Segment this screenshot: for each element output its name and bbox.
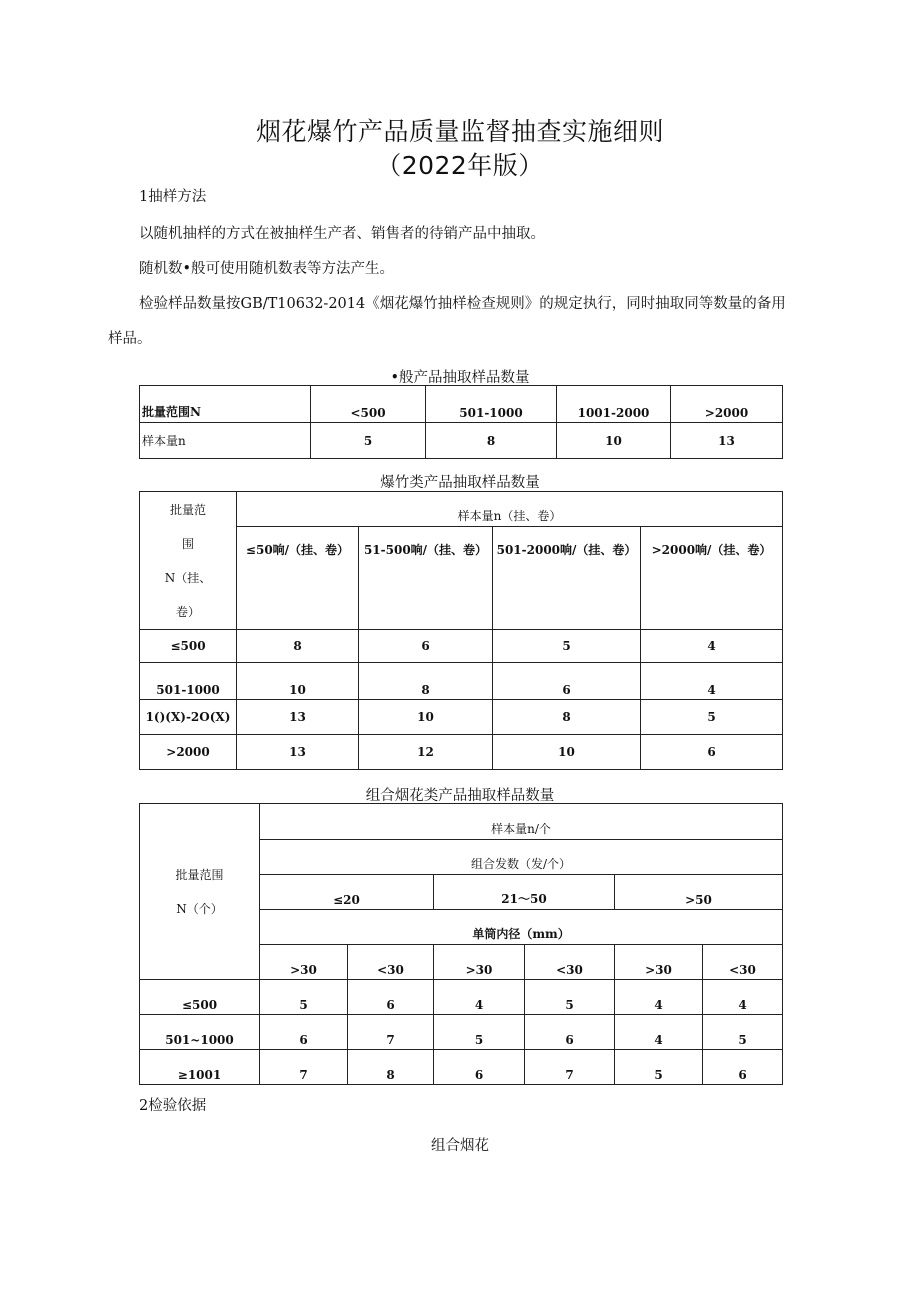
table2-caption: 爆竹类产品抽取样品数量 [380, 475, 540, 491]
doc-title: 烟花爆竹产品质量监督抽查实施细则 [255, 117, 664, 146]
table2-row-label: 1()(X)-2O(X) [140, 700, 237, 735]
table3-cell: 6 [348, 980, 434, 1015]
table1-cell: 5 [311, 423, 426, 459]
table3-caption: 组合烟花类产品抽取样品数量 [365, 788, 555, 804]
table3-cell: 7 [260, 1050, 348, 1085]
table2-cell: 10 [493, 735, 641, 770]
table2-cell: 12 [359, 735, 493, 770]
table2-cell: 5 [493, 630, 641, 663]
table3-shot-group: ≤20 [260, 875, 434, 910]
table3-diameter: >30 [615, 945, 703, 980]
table1-cell: 10 [557, 423, 671, 459]
table-row [140, 1050, 783, 1085]
table2-cell: 6 [359, 630, 493, 663]
table3-row-label: ≥1001 [140, 1050, 260, 1085]
table1-header: 501-1000 [426, 386, 557, 423]
table3-cell: 8 [348, 1050, 434, 1085]
table3-cell: 5 [434, 1015, 525, 1050]
table2-header: ≤50响/（挂、卷） [237, 527, 359, 630]
table3-diameter: <30 [348, 945, 434, 980]
table2-header: 51-500响/（挂、卷） [359, 527, 493, 630]
table-row [140, 663, 783, 700]
table3-corner-header: 批量范围 N（个） [140, 804, 260, 980]
table3-cell: 6 [434, 1050, 525, 1085]
table2-cell: 6 [641, 735, 783, 770]
paragraph-3-line2: 样品。 [108, 331, 152, 347]
table3-sample-header: 样本量n/个 [260, 804, 783, 840]
table-combination-fireworks [139, 803, 783, 1085]
table-row [140, 735, 783, 770]
table1-cell: 8 [426, 423, 557, 459]
table2-cell: 8 [493, 700, 641, 735]
table-firecracker-products [139, 491, 783, 770]
table1-header: 1001-2000 [557, 386, 671, 423]
table3-diameter: >30 [260, 945, 348, 980]
table3-cell: 6 [703, 1050, 783, 1085]
table3-cell: 5 [703, 1015, 783, 1050]
table2-cell: 4 [641, 663, 783, 700]
table3-cell: 4 [615, 1015, 703, 1050]
table-row [140, 980, 783, 1015]
table3-diameter: <30 [525, 945, 615, 980]
section-2-heading: 2检验依据 [139, 1098, 207, 1114]
table1-row-label: 样本量n [140, 423, 311, 459]
table3-shots-header: 组合发数（发/个） [260, 840, 783, 875]
table3-cell: 4 [615, 980, 703, 1015]
table2-cell: 6 [493, 663, 641, 700]
table2-cell: 4 [641, 630, 783, 663]
doc-edition: （2022年版） [376, 151, 544, 180]
table1-caption: •般产品抽取样品数量 [390, 370, 530, 386]
table-general-products [139, 385, 783, 459]
table2-header: >2000响/（挂、卷） [641, 527, 783, 630]
table1-header: >2000 [671, 386, 783, 423]
table3-cell: 7 [348, 1015, 434, 1050]
paragraph-1: 以随机抽样的方式在被抽样生产者、销售者的待销产品中抽取。 [139, 226, 545, 242]
table2-group-header: 样本量n（挂、卷） [237, 492, 783, 527]
table2-header: 501-2000响/（挂、卷） [493, 527, 641, 630]
table3-cell: 6 [260, 1015, 348, 1050]
table2-cell: 5 [641, 700, 783, 735]
table3-shot-group: >50 [615, 875, 783, 910]
table3-cell: 4 [703, 980, 783, 1015]
table1-header: <500 [311, 386, 426, 423]
section-1-heading: 1抽样方法 [139, 189, 207, 205]
table2-cell: 8 [237, 630, 359, 663]
paragraph-3-line1: 检验样品数量按GB/T10632-2014《烟花爆竹抽样检查规则》的规定执行，同时抽取同等数量的备用 [139, 296, 786, 312]
table2-cell: 10 [359, 700, 493, 735]
table3-cell: 4 [434, 980, 525, 1015]
table1-row-label: 批量范围N [140, 386, 311, 423]
table3-diameter-header: 单筒内径（mm） [260, 910, 783, 945]
table2-row-label: ≤500 [140, 630, 237, 663]
table-row [140, 630, 783, 663]
table2-cell: 13 [237, 735, 359, 770]
table2-cell: 10 [237, 663, 359, 700]
table3-diameter: >30 [434, 945, 525, 980]
table2-cell: 13 [237, 700, 359, 735]
table2-row-label: >2000 [140, 735, 237, 770]
table3-shot-group: 21〜50 [434, 875, 615, 910]
table-row [140, 700, 783, 735]
table2-cell: 8 [359, 663, 493, 700]
table-row [140, 1015, 783, 1050]
table3-cell: 7 [525, 1050, 615, 1085]
table3-row-label: 501~1000 [140, 1015, 260, 1050]
sub-heading-combination-fireworks: 组合烟花 [431, 1138, 489, 1154]
table2-row-label: 501-1000 [140, 663, 237, 700]
table3-cell: 5 [260, 980, 348, 1015]
table3-cell: 5 [525, 980, 615, 1015]
table1-cell: 13 [671, 423, 783, 459]
table2-corner-header: 批量范 围 N（挂、 卷） [140, 492, 237, 630]
paragraph-2: 随机数•般可使用随机数表等方法产生。 [139, 261, 395, 277]
table3-cell: 6 [525, 1015, 615, 1050]
table3-row-label: ≤500 [140, 980, 260, 1015]
table3-diameter: <30 [703, 945, 783, 980]
table3-cell: 5 [615, 1050, 703, 1085]
